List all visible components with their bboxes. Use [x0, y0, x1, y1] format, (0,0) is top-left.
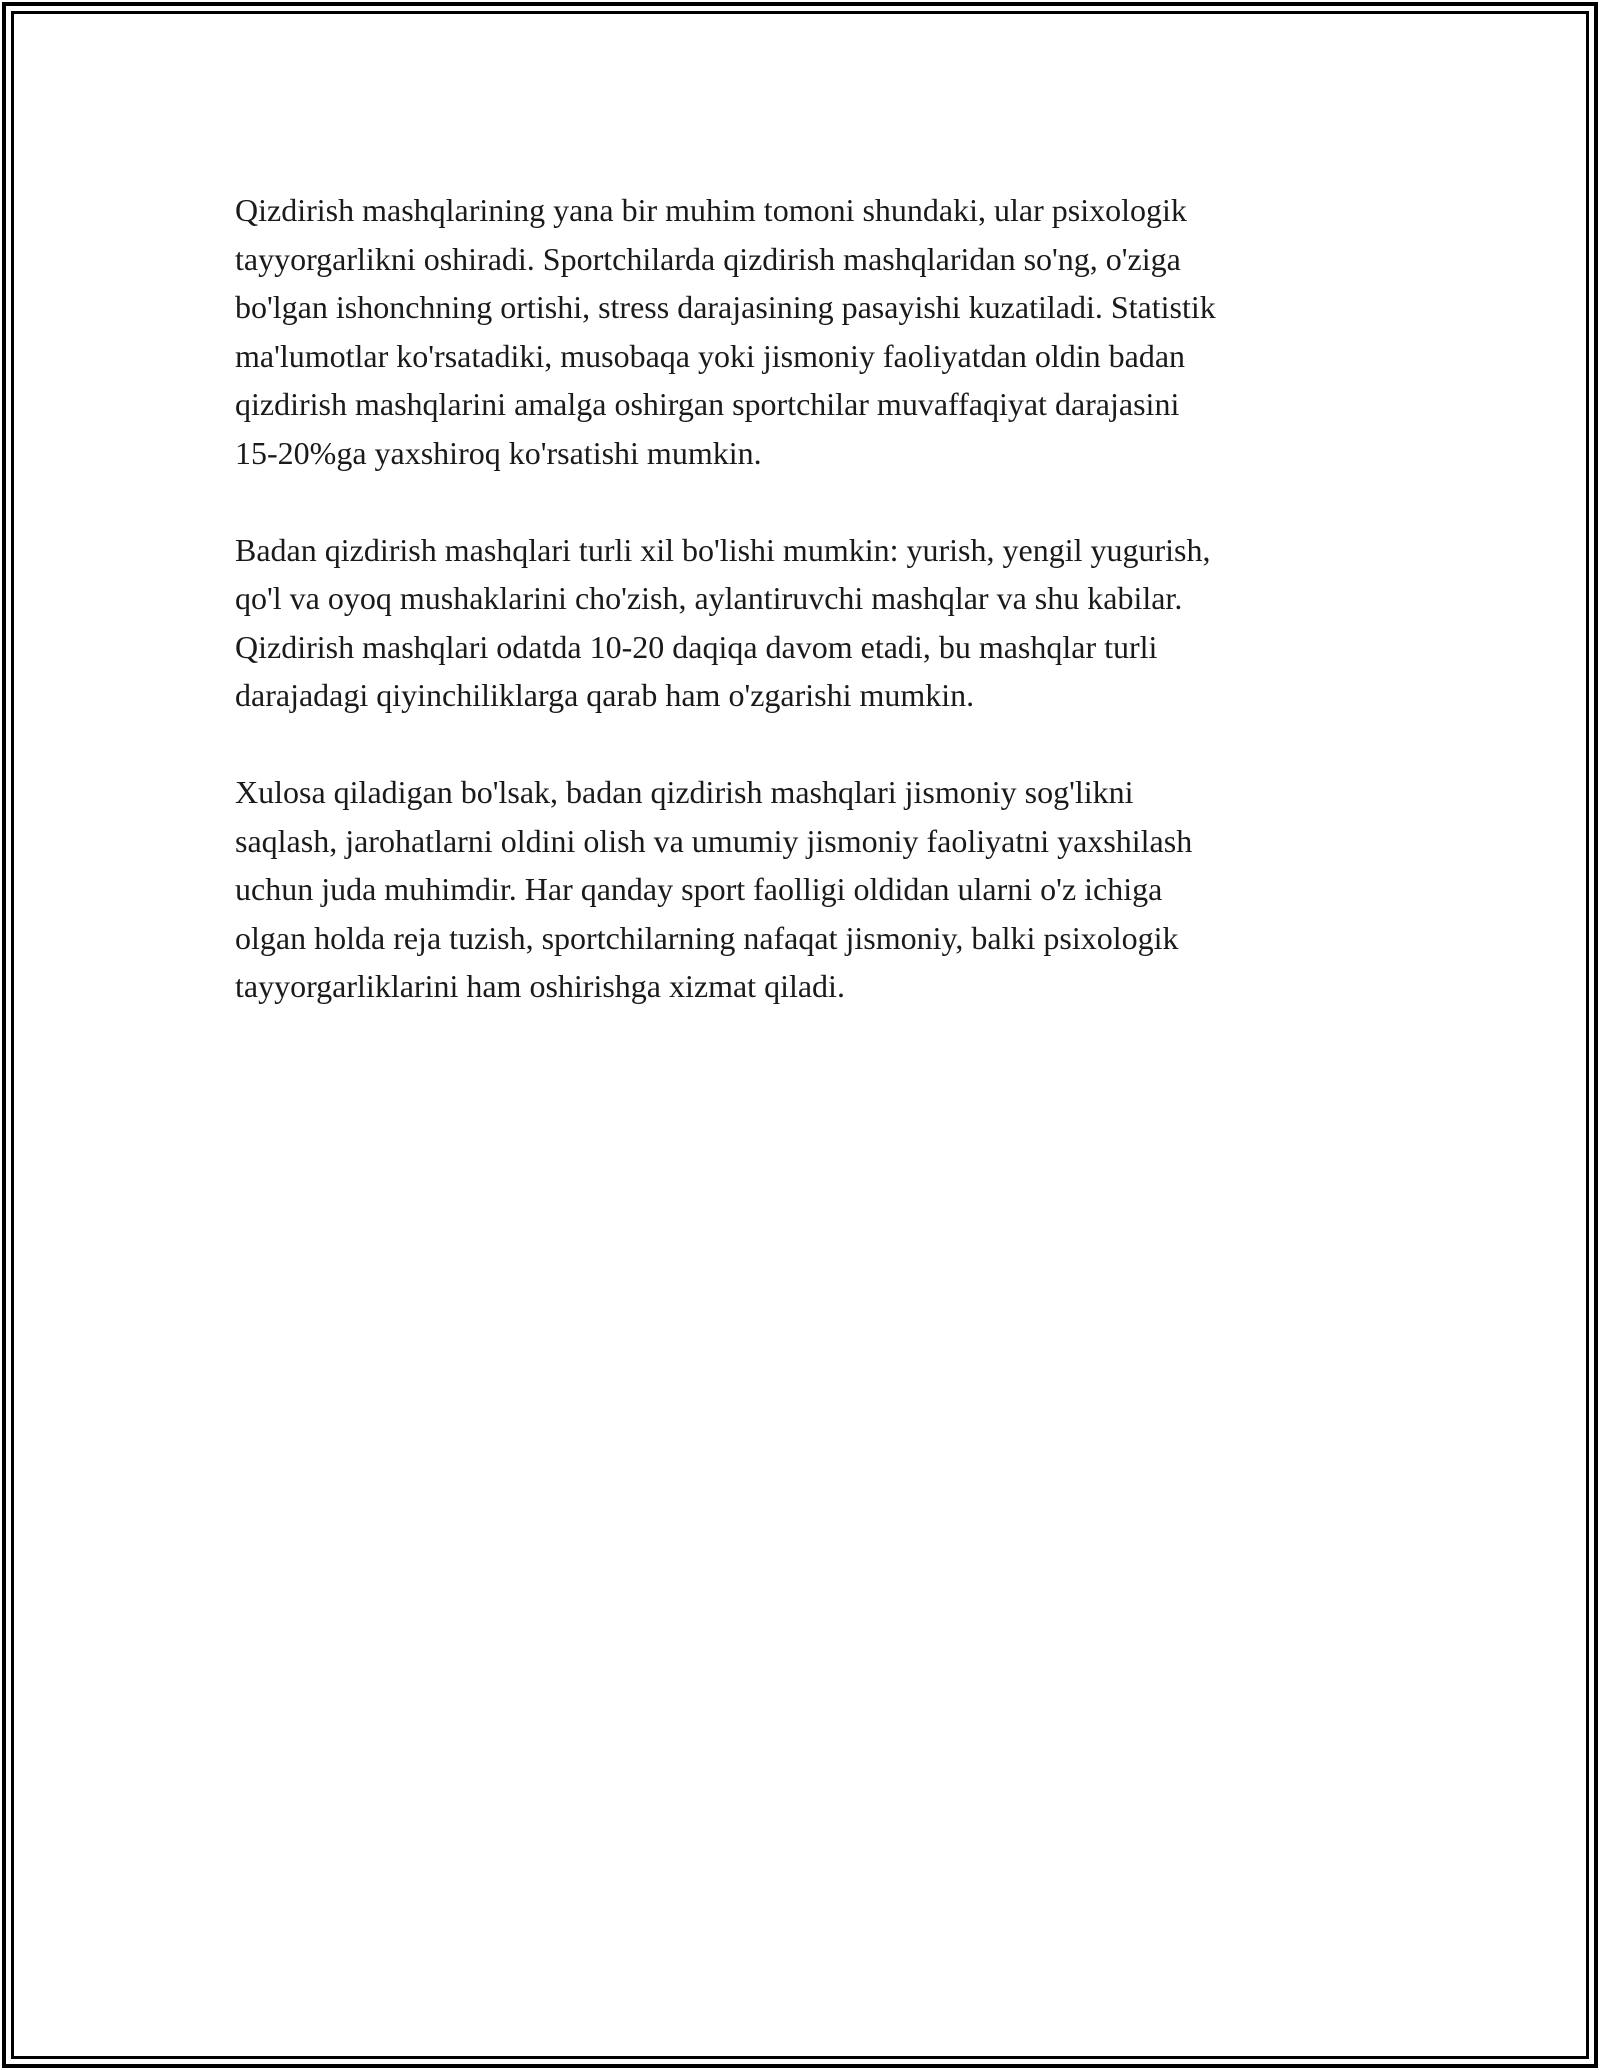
text-line: saqlash, jarohatlarni oldini olish va umumiy jismoniy faoliyatni yaxshilash	[235, 822, 1193, 859]
paragraph	[235, 768, 1385, 1011]
text-line: darajadagi qiyinchiliklarga qarab ham o'zgarishi mumkin.	[235, 677, 975, 713]
text-line: Qizdirish mashqlari odatda 10-20 daqiqa davom etadi, bu mashqlar turli	[235, 628, 1158, 665]
paragraph	[235, 186, 1385, 477]
text-line: tayyorgarliklarini ham oshirishga xizmat qiladi.	[235, 968, 845, 1004]
text-line: ma'lumotlar ko'rsatadiki, musobaqa yoki jismoniy faoliyatdan oldin badan	[235, 337, 1186, 374]
paragraph	[235, 526, 1385, 720]
text-line: Xulosa qiladigan bo'lsak, badan qizdirish mashqlari jismoniy sog'likni	[235, 774, 1134, 810]
text-line: Qizdirish mashqlarining yana bir muhim tomoni shundaki, ular psixologik	[235, 192, 1187, 228]
text-line: qizdirish mashqlarini amalga oshirgan sportchilar muvaffaqiyat darajasini	[235, 386, 1180, 422]
text-line: tayyorgarlikni oshiradi. Sportchilarda qizdirish mashqlaridan so'ng, o'ziga	[235, 240, 1181, 277]
text-line: Badan qizdirish mashqlari turli xil bo'lishi mumkin: yurish, yengil yugurish,	[235, 531, 1211, 568]
text-line: uchun juda muhimdir. Har qanday sport faolligi oldidan ularni o'z ichiga	[235, 871, 1163, 907]
text-line: bo'lgan ishonchning ortishi, stress darajasining pasayishi kuzatiladi. Statistik	[235, 289, 1216, 325]
document-body	[235, 186, 1385, 1059]
text-line: olgan holda reja tuzish, sportchilarning nafaqat jismoniy, balki psixologik	[235, 919, 1179, 956]
text-line: 15-20%ga yaxshiroq ko'rsatishi mumkin.	[235, 434, 762, 471]
text-line: qo'l va oyoq mushaklarini cho'zish, aylantiruvchi mashqlar va shu kabilar.	[235, 580, 1183, 616]
